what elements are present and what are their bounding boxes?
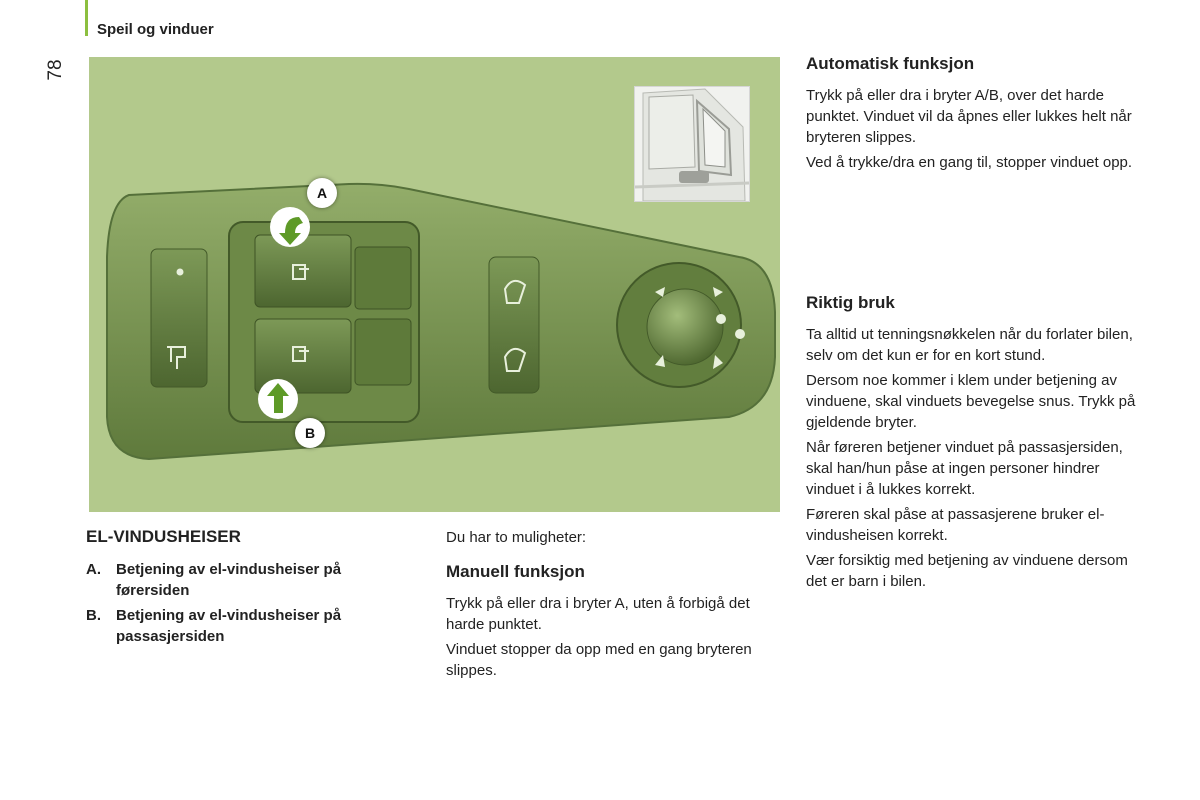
van-door-picture xyxy=(635,87,749,201)
left-column xyxy=(86,527,416,651)
mirror-adjust-knob[interactable] xyxy=(647,289,723,365)
section-title: Speil og vinduer xyxy=(97,21,214,38)
list-item-text: Betjening av el-vindusheiser på passasjersiden xyxy=(116,607,342,645)
label-b: B xyxy=(295,418,325,448)
middle-column xyxy=(446,527,776,685)
mirror-selector[interactable] xyxy=(489,257,539,393)
label-a: A xyxy=(307,178,337,208)
manuell-funksjon-heading: Manuell funksjon xyxy=(446,562,585,581)
paragraph: Dersom noe kommer i klem under betjening av vinduene, skal vinduets bevegelse snus. Trykk på gjeldende bryter. xyxy=(806,372,1136,431)
page-number: 78 xyxy=(45,59,66,81)
paragraph: Vær forsiktig med betjening av vinduene dersom det er barn i bilen. xyxy=(806,552,1128,590)
list-item-letter: A. xyxy=(86,561,101,578)
list-item xyxy=(86,605,416,647)
paragraph: Når føreren betjener vinduet på passasjersiden, skal han/hun påse at ingen personer hindrer vinduet i å lukkes korrekt. xyxy=(806,439,1123,498)
paragraph: Ved å trykke/dra en gang til, stopper vinduet opp. xyxy=(806,154,1133,171)
paragraph: Vinduet stopper da opp med en gang bryteren slippes. xyxy=(446,641,752,679)
paragraph: Ta alltid ut tenningsnøkkelen når du forlater bilen, selv om det kun er for en kort stund. xyxy=(806,326,1133,364)
el-vindusheiser-heading: EL-VINDUSHEISER xyxy=(86,527,241,546)
door-inset-image xyxy=(634,86,750,202)
paragraph: Føreren skal påse at passasjerene bruker el-vindusheisen korrekt. xyxy=(806,506,1105,544)
window-switch-a[interactable] xyxy=(255,235,351,307)
section-accent-bar xyxy=(85,0,88,36)
automatisk-funksjon-heading: Automatisk funksjon xyxy=(806,54,975,73)
list-item xyxy=(86,559,416,601)
window-switch-b-side xyxy=(355,319,411,385)
list-item-text: Betjening av el-vindusheiser på førersiden xyxy=(116,561,342,599)
right-column xyxy=(806,54,1151,596)
indicator-dot-icon xyxy=(177,269,184,276)
paragraph: Trykk på eller dra i bryter A/B, over det harde punktet. Vinduet vil da åpnes eller lukkes helt når bryteren slippes. xyxy=(806,87,1132,146)
riktig-bruk-heading: Riktig bruk xyxy=(806,293,895,312)
paragraph: Trykk på eller dra i bryter A, uten å forbigå det harde punktet. xyxy=(446,595,750,633)
list-item-letter: B. xyxy=(86,607,101,624)
knob-marker-icon xyxy=(716,314,726,324)
knob-marker-icon xyxy=(735,329,745,339)
window-switch-a-side xyxy=(355,247,411,309)
intro-text: Du har to muligheter: xyxy=(446,529,587,546)
